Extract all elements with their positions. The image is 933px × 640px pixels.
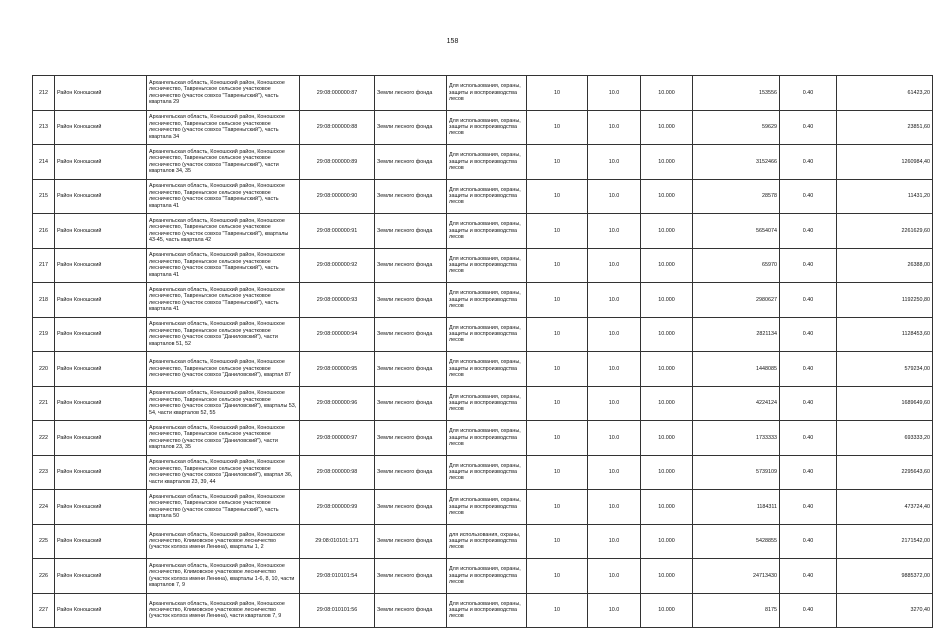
row-number: 217 [33,248,55,283]
land-category-cell: Земли лесного фонда [375,283,447,318]
cadastral-number-cell: 29:08:000000:93 [300,283,375,318]
permitted-use-cell: Для использования, охраны, защиты и воспроизводства лесов [447,490,527,525]
row-number: 220 [33,352,55,387]
table-row [33,524,933,559]
cadastral-number-cell: 29:08:010101:171 [300,524,375,559]
area-cell: 3152466 [693,145,780,180]
amount-cell: 1128453,60 [837,317,933,352]
rate-cell: 0.40 [780,214,837,249]
value-cell-3: 10.000 [641,214,693,249]
district-cell: Район Коношский [55,317,147,352]
location-cell: Архангельская область, Коношский район, Коношское лесничество, Тавреньгское сельское участковое лесничество (участок совхоз "Тавреньгский"), часть квартала 29 [147,76,300,111]
table-row [33,317,933,352]
area-cell: 8175 [693,593,780,628]
land-category-cell: Земли лесного фонда [375,317,447,352]
rate-cell: 0.40 [780,145,837,180]
land-category-cell: Земли лесного фонда [375,110,447,145]
rate-cell: 0.40 [780,559,837,594]
value-cell-2: 10.0 [588,421,641,456]
value-cell-1: 10 [527,317,588,352]
row-number: 225 [33,524,55,559]
land-category-cell: Земли лесного фонда [375,421,447,456]
area-cell: 4224124 [693,386,780,421]
row-number: 214 [33,145,55,180]
amount-cell: 693333,20 [837,421,933,456]
table-row [33,110,933,145]
land-plots-table [32,75,933,628]
value-cell-1: 10 [527,455,588,490]
cadastral-number-cell: 29:08:000000:96 [300,386,375,421]
district-cell: Район Коношский [55,455,147,490]
amount-cell: 473724,40 [837,490,933,525]
amount-cell: 2171542,00 [837,524,933,559]
value-cell-1: 10 [527,179,588,214]
table-row [33,248,933,283]
permitted-use-cell: Для использования, охраны, защиты и воспроизводства лесов [447,593,527,628]
location-cell: Архангельская область, Коношский район, Коношское лесничество, Климовское участковое лесничество (участок колхоз имени Ленина), кварталы 1-6, 8, 10, части кварталов 7, 9 [147,559,300,594]
permitted-use-cell: Для использования, охраны, защиты и воспроизводства лесов [447,386,527,421]
location-cell: Архангельская область, Коношский район, Коношское лесничество, Тавреньгское сельское участковое лесничество (участок совхоз "Даниловский"), квартал 36, части кварталов 23, 39, 44 [147,455,300,490]
cadastral-number-cell: 29:08:000000:88 [300,110,375,145]
district-cell: Район Коношский [55,145,147,180]
value-cell-2: 10.0 [588,490,641,525]
location-cell: Архангельская область, Коношский район, Коношское лесничество, Климовское участковое лесничество (участок колхоз имени Ленина), части кварталов 7, 9 [147,593,300,628]
row-number: 213 [33,110,55,145]
area-cell: 5739109 [693,455,780,490]
table-row [33,455,933,490]
cadastral-number-cell: 29:08:000000:95 [300,352,375,387]
value-cell-1: 10 [527,248,588,283]
district-cell: Район Коношский [55,386,147,421]
value-cell-3: 10.000 [641,76,693,111]
table-row [33,421,933,456]
rate-cell: 0.40 [780,455,837,490]
land-category-cell: Земли лесного фонда [375,559,447,594]
area-cell: 2821134 [693,317,780,352]
cadastral-number-cell: 29:08:000000:94 [300,317,375,352]
value-cell-2: 10.0 [588,179,641,214]
cadastral-number-cell: 29:08:000000:89 [300,145,375,180]
page-number: 158 [446,38,459,45]
table-row [33,283,933,318]
location-cell: Архангельская область, Коношский район, Коношское лесничество, Тавреньгское сельское участковое лесничество (участок совхоз "Даниловский"), части кварталов 23, 35 [147,421,300,456]
row-number: 215 [33,179,55,214]
value-cell-2: 10.0 [588,248,641,283]
row-number: 216 [33,214,55,249]
value-cell-3: 10.000 [641,248,693,283]
rate-cell: 0.40 [780,386,837,421]
amount-cell: 1192250,80 [837,283,933,318]
district-cell: Район Коношский [55,490,147,525]
row-number: 227 [33,593,55,628]
value-cell-1: 10 [527,559,588,594]
value-cell-1: 10 [527,283,588,318]
value-cell-3: 10.000 [641,524,693,559]
table-row [33,352,933,387]
district-cell: Район Коношский [55,421,147,456]
land-category-cell: Земли лесного фонда [375,248,447,283]
table-row [33,559,933,594]
permitted-use-cell: для использования, охраны, защиты и воспроизводства лесов [447,524,527,559]
land-category-cell: Земли лесного фонда [375,593,447,628]
row-number: 226 [33,559,55,594]
rate-cell: 0.40 [780,317,837,352]
location-cell: Архангельская область, Коношский район, Коношское лесничество, Тавреньгское сельское участковое лесничество (участок совхоз "Тавреньгский"), часть квартала 41 [147,283,300,318]
district-cell: Район Коношский [55,283,147,318]
area-cell: 5428855 [693,524,780,559]
cadastral-number-cell: 29:08:000000:98 [300,455,375,490]
table-row [33,593,933,628]
cadastral-number-cell: 29:08:000000:99 [300,490,375,525]
permitted-use-cell: Для использования, охраны, защиты и воспроизводства лесов [447,110,527,145]
district-cell: Район Коношский [55,214,147,249]
amount-cell: 579234,00 [837,352,933,387]
row-number: 224 [33,490,55,525]
land-category-cell: Земли лесного фонда [375,76,447,111]
rate-cell: 0.40 [780,110,837,145]
value-cell-2: 10.0 [588,559,641,594]
value-cell-3: 10.000 [641,593,693,628]
permitted-use-cell: Для использования, охраны, защиты и воспроизводства лесов [447,283,527,318]
row-number: 212 [33,76,55,111]
table-row [33,490,933,525]
land-category-cell: Земли лесного фонда [375,386,447,421]
district-cell: Район Коношский [55,110,147,145]
permitted-use-cell: Для использования, охраны, защиты и воспроизводства лесов [447,421,527,456]
location-cell: Архангельская область, Коношский район, Коношское лесничество, Тавреньгское сельское участковое лесничество (участок совхоз "Даниловский"), кварталы 53, 54, части кварталов 52, 55 [147,386,300,421]
table-row [33,145,933,180]
row-number: 222 [33,421,55,456]
table-body [33,76,933,628]
table-row [33,386,933,421]
row-number: 218 [33,283,55,318]
land-category-cell: Земли лесного фонда [375,490,447,525]
location-cell: Архангельская область, Коношский район, Коношское лесничество, Тавреньгское сельское участковое лесничество (участок совхоз "Тавреньгский"), кварталы 43-45, часть квартала 42 [147,214,300,249]
land-category-cell: Земли лесного фонда [375,145,447,180]
value-cell-2: 10.0 [588,352,641,387]
rate-cell: 0.40 [780,421,837,456]
value-cell-2: 10.0 [588,455,641,490]
cadastral-number-cell: 29:08:000000:92 [300,248,375,283]
rate-cell: 0.40 [780,352,837,387]
permitted-use-cell: Для использования, охраны, защиты и воспроизводства лесов [447,145,527,180]
area-cell: 59629 [693,110,780,145]
value-cell-2: 10.0 [588,283,641,318]
permitted-use-cell: Для использования, охраны, защиты и воспроизводства лесов [447,559,527,594]
value-cell-2: 10.0 [588,214,641,249]
value-cell-3: 10.000 [641,352,693,387]
amount-cell: 11431,20 [837,179,933,214]
amount-cell: 1260984,40 [837,145,933,180]
district-cell: Район Коношский [55,179,147,214]
value-cell-1: 10 [527,110,588,145]
cadastral-number-cell: 29:08:000000:87 [300,76,375,111]
value-cell-3: 10.000 [641,386,693,421]
area-cell: 28578 [693,179,780,214]
value-cell-3: 10.000 [641,283,693,318]
table-row [33,214,933,249]
value-cell-3: 10.000 [641,317,693,352]
permitted-use-cell: Для использования, охраны, защиты и воспроизводства лесов [447,352,527,387]
amount-cell: 23851,60 [837,110,933,145]
value-cell-1: 10 [527,490,588,525]
rate-cell: 0.40 [780,76,837,111]
table-row [33,76,933,111]
area-cell: 1733333 [693,421,780,456]
value-cell-2: 10.0 [588,317,641,352]
value-cell-3: 10.000 [641,145,693,180]
district-cell: Район Коношский [55,559,147,594]
table-row [33,179,933,214]
rate-cell: 0.40 [780,490,837,525]
permitted-use-cell: Для использования, охраны, защиты и воспроизводства лесов [447,214,527,249]
value-cell-2: 10.0 [588,593,641,628]
amount-cell: 2295643,60 [837,455,933,490]
district-cell: Район Коношский [55,524,147,559]
permitted-use-cell: Для использования, охраны, защиты и воспроизводства лесов [447,76,527,111]
value-cell-1: 10 [527,145,588,180]
area-cell: 153556 [693,76,780,111]
permitted-use-cell: Для использования, охраны, защиты и воспроизводства лесов [447,317,527,352]
rate-cell: 0.40 [780,283,837,318]
land-category-cell: Земли лесного фонда [375,214,447,249]
amount-cell: 26388,00 [837,248,933,283]
value-cell-3: 10.000 [641,559,693,594]
value-cell-1: 10 [527,214,588,249]
cadastral-number-cell: 29:08:000000:97 [300,421,375,456]
value-cell-3: 10.000 [641,455,693,490]
permitted-use-cell: Для использования, охраны, защиты и воспроизводства лесов [447,248,527,283]
cadastral-number-cell: 29:08:000000:90 [300,179,375,214]
value-cell-3: 10.000 [641,490,693,525]
value-cell-3: 10.000 [641,421,693,456]
cadastral-number-cell: 29:08:010101:56 [300,593,375,628]
amount-cell: 61423,20 [837,76,933,111]
location-cell: Архангельская область, Коношский район, Коношское лесничество, Тавреньгское сельское участковое лесничество (участок совхоз "Тавреньгский"), части кварталов 34, 35 [147,145,300,180]
permitted-use-cell: Для использования, охраны, защиты и воспроизводства лесов [447,455,527,490]
area-cell: 1184311 [693,490,780,525]
area-cell: 24713430 [693,559,780,594]
value-cell-3: 10.000 [641,110,693,145]
value-cell-1: 10 [527,76,588,111]
land-category-cell: Земли лесного фонда [375,524,447,559]
area-cell: 5654074 [693,214,780,249]
land-category-cell: Земли лесного фонда [375,179,447,214]
location-cell: Архангельская область, Коношский район, Коношское лесничество, Климовское участковое лесничество (участок колхоз имени Ленина), кварталы 1, 2 [147,524,300,559]
value-cell-2: 10.0 [588,110,641,145]
value-cell-2: 10.0 [588,76,641,111]
cadastral-number-cell: 29:08:000000:91 [300,214,375,249]
location-cell: Архангельская область, Коношский район, Коношское лесничество, Тавреньгское сельское участковое лесничество (участок совхоз "Тавреньгский"), часть квартала 41 [147,179,300,214]
rate-cell: 0.40 [780,179,837,214]
area-cell: 65970 [693,248,780,283]
district-cell: Район Коношский [55,248,147,283]
area-cell: 2980627 [693,283,780,318]
value-cell-1: 10 [527,386,588,421]
amount-cell: 3270,40 [837,593,933,628]
value-cell-1: 10 [527,352,588,387]
location-cell: Архангельская область, Коношский район, Коношское лесничество, Тавреньгское сельское участковое лесничество (участок совхоз "Даниловский"), части кварталов 51, 52 [147,317,300,352]
land-category-cell: Земли лесного фонда [375,455,447,490]
cadastral-number-cell: 29:08:010101:54 [300,559,375,594]
location-cell: Архангельская область, Коношский район, Коношское лесничество, Тавреньгское сельское участковое лесничество (участок совхоз "Даниловский"), квартал 87 [147,352,300,387]
value-cell-3: 10.000 [641,179,693,214]
district-cell: Район Коношский [55,76,147,111]
value-cell-2: 10.0 [588,386,641,421]
area-cell: 1448085 [693,352,780,387]
value-cell-2: 10.0 [588,145,641,180]
row-number: 219 [33,317,55,352]
land-category-cell: Земли лесного фонда [375,352,447,387]
location-cell: Архангельская область, Коношский район, Коношское лесничество, Тавреньгское сельское участковое лесничество (участок совхоз "Тавреньгский"), часть квартала 41 [147,248,300,283]
district-cell: Район Коношский [55,352,147,387]
row-number: 223 [33,455,55,490]
rate-cell: 0.40 [780,248,837,283]
rate-cell: 0.40 [780,524,837,559]
amount-cell: 1689649,60 [837,386,933,421]
value-cell-2: 10.0 [588,524,641,559]
rate-cell: 0.40 [780,593,837,628]
value-cell-1: 10 [527,524,588,559]
location-cell: Архангельская область, Коношский район, Коношское лесничество, Тавреньгское сельское участковое лесничество (участок совхоз "Тавреньгский"), часть квартала 34 [147,110,300,145]
value-cell-1: 10 [527,421,588,456]
location-cell: Архангельская область, Коношский район, Коношское лесничество, Тавреньгское сельское участковое лесничество (участок совхоз "Тавреньгский"), часть квартала 50 [147,490,300,525]
value-cell-1: 10 [527,593,588,628]
row-number: 221 [33,386,55,421]
permitted-use-cell: Для использования, охраны, защиты и воспроизводства лесов [447,179,527,214]
amount-cell: 2261629,60 [837,214,933,249]
district-cell: Район Коношский [55,593,147,628]
amount-cell: 9885372,00 [837,559,933,594]
